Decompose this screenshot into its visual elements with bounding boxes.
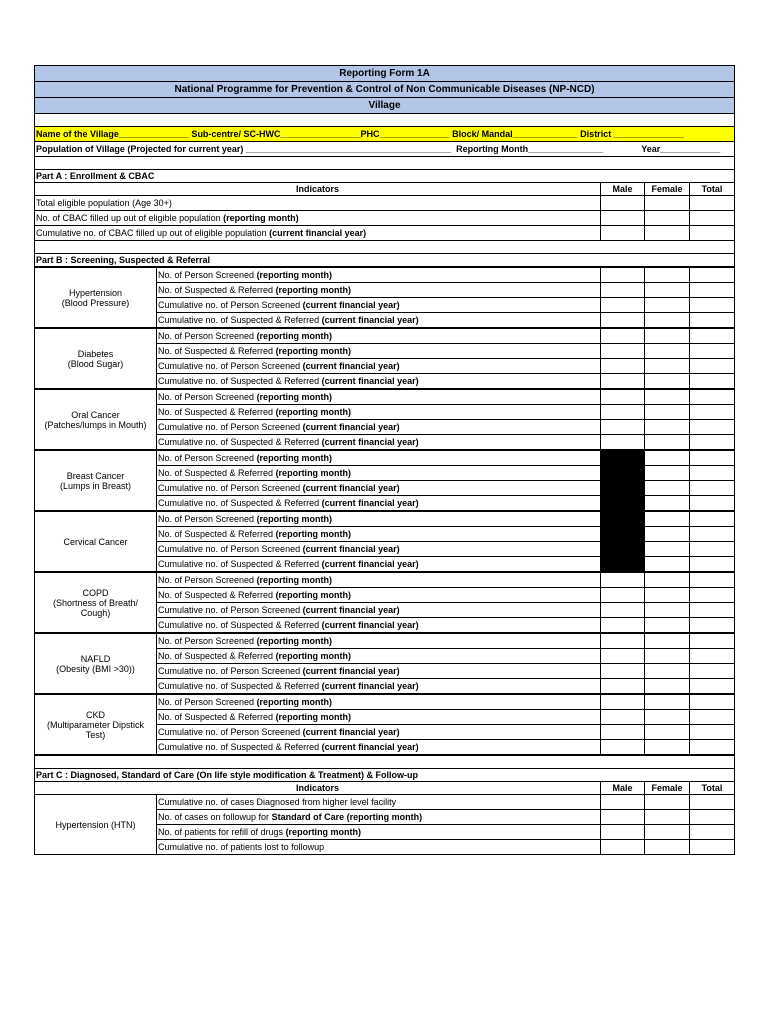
part-b-female-cell[interactable] xyxy=(645,481,690,496)
part-b-indicator xyxy=(157,725,601,740)
part-b-indicator-qualifier: (reporting month) xyxy=(256,452,333,463)
part-b-indicator-text: No. of Suspected & Referred xyxy=(158,650,276,661)
part-b-indicator-qualifier: (current financial year) xyxy=(302,543,400,554)
part-b-total-cell[interactable] xyxy=(690,588,735,603)
level-title: Village xyxy=(35,98,735,114)
part-b-indicator xyxy=(157,374,601,390)
part-b-total-cell[interactable] xyxy=(690,283,735,298)
part-b-indicator-text: No. of Suspected & Referred xyxy=(158,406,276,417)
part-b-indicator xyxy=(157,344,601,359)
part-b-female-cell[interactable] xyxy=(645,603,690,618)
part-b-title: Part B : Screening, Suspected & Referral xyxy=(35,254,735,268)
part-a-indicator xyxy=(35,196,601,211)
part-b-indicator-qualifier: (reporting month) xyxy=(275,650,352,661)
part-b-total-cell[interactable] xyxy=(690,664,735,679)
part-b-male-cell[interactable] xyxy=(601,649,645,664)
part-b-male-cell[interactable] xyxy=(601,267,645,283)
part-b-indicator xyxy=(157,679,601,695)
part-b-female-cell[interactable] xyxy=(645,527,690,542)
part-a-female-cell[interactable] xyxy=(645,196,690,211)
part-b-indicator-text: No. of Person Screened xyxy=(158,330,257,341)
part-b-male-cell[interactable] xyxy=(601,572,645,588)
part-b-male-cell[interactable] xyxy=(601,328,645,344)
part-b-male-cell[interactable] xyxy=(601,389,645,405)
part-b-indicator-text: Cumulative no. of Suspected & Referred xyxy=(158,436,322,447)
part-b-indicator-text: No. of Person Screened xyxy=(158,696,257,707)
part-b-indicator-text: Cumulative no. of Person Screened xyxy=(158,421,303,432)
part-b-female-cell[interactable] xyxy=(645,405,690,420)
part-a-row xyxy=(35,211,735,226)
part-a-male-cell[interactable] xyxy=(601,196,645,211)
population-line[interactable] xyxy=(35,142,735,157)
part-c-indicator-text: No. of patients for refill of drugs xyxy=(158,826,286,837)
part-b-indicator-qualifier: (current financial year) xyxy=(321,680,419,691)
part-b-total-cell[interactable] xyxy=(690,374,735,390)
part-b-female-cell[interactable] xyxy=(645,588,690,603)
part-b-male-cell[interactable] xyxy=(601,725,645,740)
part-c-disease-label: Hypertension (HTN) xyxy=(35,795,157,855)
part-b-indicator-qualifier: (current financial year) xyxy=(302,299,400,310)
part-c-indicators-header: Indicators xyxy=(35,782,601,795)
part-b-indicator-text: No. of Suspected & Referred xyxy=(158,528,276,539)
part-b-total-cell[interactable] xyxy=(690,710,735,725)
part-b-indicator-qualifier: (reporting month) xyxy=(256,391,333,402)
part-a-indicator-text: Cumulative no. of CBAC filled up out of eligible population xyxy=(36,227,270,238)
part-c-male-header: Male xyxy=(601,782,645,795)
part-c-female-cell[interactable] xyxy=(645,840,690,855)
part-b-indicator xyxy=(157,450,601,466)
part-b-indicator-qualifier: (current financial year) xyxy=(302,421,400,432)
part-b-indicator-qualifier: (current financial year) xyxy=(321,436,419,447)
part-b-male-cell[interactable] xyxy=(601,710,645,725)
part-b-indicator-text: No. of Person Screened xyxy=(158,513,257,524)
part-b-indicator-text: Cumulative no. of Suspected & Referred xyxy=(158,680,322,691)
part-b-male-cell[interactable] xyxy=(601,313,645,329)
part-b-total-cell[interactable] xyxy=(690,557,735,573)
part-b-row xyxy=(35,633,735,649)
part-b-male-cell[interactable] xyxy=(601,405,645,420)
part-b-total-cell[interactable] xyxy=(690,572,735,588)
part-a-title: Part A : Enrollment & CBAC xyxy=(35,170,735,183)
part-b-male-cell xyxy=(601,527,645,542)
part-c-total-cell[interactable] xyxy=(690,840,735,855)
part-b-total-cell[interactable] xyxy=(690,267,735,283)
part-b-total-cell[interactable] xyxy=(690,359,735,374)
part-b-row xyxy=(35,511,735,527)
part-a-indicator xyxy=(35,211,601,226)
part-b-total-cell[interactable] xyxy=(690,511,735,527)
part-b-disease-label: Oral Cancer (Patches/lumps in Mouth) xyxy=(35,389,157,450)
part-b-total-cell[interactable] xyxy=(690,633,735,649)
part-b-total-cell[interactable] xyxy=(690,405,735,420)
part-b-total-cell[interactable] xyxy=(690,344,735,359)
part-c-indicator-qualifier: Standard of Care (reporting month) xyxy=(271,811,423,822)
part-b-female-cell[interactable] xyxy=(645,450,690,466)
part-b-male-cell[interactable] xyxy=(601,694,645,710)
part-a-total-header: Total xyxy=(690,183,735,196)
part-b-indicator xyxy=(157,359,601,374)
part-b-indicator xyxy=(157,527,601,542)
part-b-indicator xyxy=(157,664,601,679)
part-b-female-cell[interactable] xyxy=(645,649,690,664)
part-b-male-cell[interactable] xyxy=(601,298,645,313)
part-b-total-cell[interactable] xyxy=(690,328,735,344)
part-b-male-cell[interactable] xyxy=(601,740,645,756)
part-b-indicator-qualifier: (reporting month) xyxy=(256,635,333,646)
part-c-total-header: Total xyxy=(690,782,735,795)
part-b-male-cell[interactable] xyxy=(601,664,645,679)
part-c-male-cell[interactable] xyxy=(601,810,645,825)
part-b-indicator-text: Cumulative no. of Suspected & Referred xyxy=(158,741,322,752)
part-a-indicators-header: Indicators xyxy=(35,183,601,196)
part-b-female-cell[interactable] xyxy=(645,466,690,481)
part-a-male-cell[interactable] xyxy=(601,226,645,241)
part-b-indicator xyxy=(157,511,601,527)
part-b-male-cell[interactable] xyxy=(601,283,645,298)
part-b-female-cell[interactable] xyxy=(645,557,690,573)
part-b-indicator-text: Cumulative no. of Suspected & Referred xyxy=(158,314,322,325)
part-b-male-cell[interactable] xyxy=(601,420,645,435)
part-b-total-cell[interactable] xyxy=(690,649,735,664)
part-b-indicator-text: No. of Suspected & Referred xyxy=(158,467,276,478)
part-b-female-cell[interactable] xyxy=(645,374,690,390)
part-b-indicator-text: Cumulative no. of Person Screened xyxy=(158,543,303,554)
part-b-indicator-qualifier: (current financial year) xyxy=(302,604,400,615)
part-b-total-cell[interactable] xyxy=(690,389,735,405)
part-c-indicator-text: Cumulative no. of patients lost to followup xyxy=(158,841,325,852)
part-b-indicator-text: No. of Person Screened xyxy=(158,391,257,402)
part-b-indicator-qualifier: (current financial year) xyxy=(302,726,400,737)
year-field: Year____________ xyxy=(641,143,721,154)
part-b-indicator-text: No. of Suspected & Referred xyxy=(158,345,276,356)
part-b-indicator-qualifier: (current financial year) xyxy=(321,619,419,630)
part-b-indicator xyxy=(157,618,601,634)
part-b-female-cell[interactable] xyxy=(645,694,690,710)
part-b-female-cell[interactable] xyxy=(645,298,690,313)
part-b-indicator xyxy=(157,649,601,664)
part-b-indicator xyxy=(157,572,601,588)
part-b-indicator xyxy=(157,542,601,557)
part-b-row xyxy=(35,389,735,405)
part-b-indicator xyxy=(157,298,601,313)
part-b-row xyxy=(35,694,735,710)
part-b-male-cell[interactable] xyxy=(601,435,645,451)
part-b-female-cell[interactable] xyxy=(645,664,690,679)
part-b-female-cell[interactable] xyxy=(645,359,690,374)
part-a-female-header: Female xyxy=(645,183,690,196)
part-b-indicator-qualifier: (current financial year) xyxy=(321,741,419,752)
part-a-indicator-text: Total eligible population (Age 30+) xyxy=(36,197,172,208)
part-b-indicator xyxy=(157,313,601,329)
part-c-female-cell[interactable] xyxy=(645,795,690,810)
part-a-total-cell[interactable] xyxy=(690,226,735,241)
part-b-indicator xyxy=(157,710,601,725)
part-c-indicator xyxy=(157,810,601,825)
part-b-total-cell[interactable] xyxy=(690,694,735,710)
part-b-indicator-text: Cumulative no. of Person Screened xyxy=(158,604,303,615)
part-b-indicator-qualifier: (reporting month) xyxy=(256,330,333,341)
part-b-total-cell[interactable] xyxy=(690,466,735,481)
part-a-male-cell[interactable] xyxy=(601,211,645,226)
part-b-total-cell[interactable] xyxy=(690,450,735,466)
part-b-indicator xyxy=(157,420,601,435)
part-b-indicator-text: Cumulative no. of Suspected & Referred xyxy=(158,497,322,508)
part-b-disease-label: COPD (Shortness of Breath/ Cough) xyxy=(35,572,157,633)
part-b-total-cell[interactable] xyxy=(690,618,735,634)
part-b-male-cell[interactable] xyxy=(601,633,645,649)
part-b-indicator xyxy=(157,328,601,344)
part-b-indicator xyxy=(157,633,601,649)
part-b-female-cell[interactable] xyxy=(645,618,690,634)
part-b-female-cell[interactable] xyxy=(645,679,690,695)
part-b-female-cell[interactable] xyxy=(645,511,690,527)
part-c-total-cell[interactable] xyxy=(690,825,735,840)
part-a-female-cell[interactable] xyxy=(645,211,690,226)
form-title: Reporting Form 1A xyxy=(35,66,735,82)
part-b-female-cell[interactable] xyxy=(645,740,690,756)
population-label: Population of Village (Projected for current year) _________________________________________ xyxy=(36,143,452,154)
part-b-female-cell[interactable] xyxy=(645,572,690,588)
part-b-indicator xyxy=(157,496,601,512)
part-b-disease-label: Breast Cancer (Lumps in Breast) xyxy=(35,450,157,511)
part-b-female-cell[interactable] xyxy=(645,420,690,435)
part-b-male-cell[interactable] xyxy=(601,374,645,390)
part-b-indicator-text: No. of Person Screened xyxy=(158,269,257,280)
part-b-indicator-qualifier: (reporting month) xyxy=(256,696,333,707)
part-b-indicator-text: No. of Suspected & Referred xyxy=(158,589,276,600)
part-b-female-cell[interactable] xyxy=(645,633,690,649)
part-b-male-cell xyxy=(601,496,645,512)
part-b-female-cell[interactable] xyxy=(645,725,690,740)
part-b-indicator-qualifier: (current financial year) xyxy=(302,360,400,371)
part-b-row xyxy=(35,572,735,588)
part-b-male-cell[interactable] xyxy=(601,603,645,618)
part-c-female-cell[interactable] xyxy=(645,825,690,840)
part-c-indicator-text: No. of cases on followup for xyxy=(158,811,272,822)
part-b-indicator xyxy=(157,405,601,420)
part-a-total-cell[interactable] xyxy=(690,211,735,226)
part-b-male-cell xyxy=(601,542,645,557)
part-c-indicator-text: Cumulative no. of cases Diagnosed from higher level facility xyxy=(158,796,397,807)
part-b-indicator-qualifier: (current financial year) xyxy=(321,558,419,569)
part-b-male-cell xyxy=(601,466,645,481)
part-b-disease-label: Hypertension (Blood Pressure) xyxy=(35,267,157,328)
part-b-indicator-qualifier: (current financial year) xyxy=(302,665,400,676)
part-b-total-cell[interactable] xyxy=(690,679,735,695)
part-b-indicator xyxy=(157,588,601,603)
part-b-male-cell[interactable] xyxy=(601,344,645,359)
part-b-male-cell[interactable] xyxy=(601,588,645,603)
part-b-total-cell[interactable] xyxy=(690,603,735,618)
part-b-indicator xyxy=(157,466,601,481)
part-c-male-cell[interactable] xyxy=(601,825,645,840)
part-c-male-cell[interactable] xyxy=(601,795,645,810)
part-a-total-cell[interactable] xyxy=(690,196,735,211)
part-a-row xyxy=(35,196,735,211)
part-c-female-cell[interactable] xyxy=(645,810,690,825)
part-b-indicator-text: No. of Person Screened xyxy=(158,635,257,646)
part-b-male-cell xyxy=(601,481,645,496)
part-b-female-cell[interactable] xyxy=(645,710,690,725)
part-c-indicator xyxy=(157,795,601,810)
part-b-indicator xyxy=(157,603,601,618)
part-c-male-cell[interactable] xyxy=(601,840,645,855)
part-b-indicator-text: Cumulative no. of Person Screened xyxy=(158,360,303,371)
part-b-indicator xyxy=(157,283,601,298)
part-b-indicator xyxy=(157,740,601,756)
form-table xyxy=(34,65,735,855)
part-b-female-cell[interactable] xyxy=(645,267,690,283)
part-c-total-cell[interactable] xyxy=(690,810,735,825)
part-b-indicator xyxy=(157,557,601,573)
location-details-line[interactable]: Name of the Village______________ Sub-centre/ SC-HWC________________PHC______________ Block/ Mandal_____________ District ______________ xyxy=(35,127,735,142)
part-b-indicator-text: No. of Suspected & Referred xyxy=(158,711,276,722)
part-b-male-cell xyxy=(601,450,645,466)
part-b-male-cell[interactable] xyxy=(601,679,645,695)
part-b-disease-label: NAFLD (Obesity (BMI >30)) xyxy=(35,633,157,694)
part-b-female-cell[interactable] xyxy=(645,283,690,298)
part-b-total-cell[interactable] xyxy=(690,740,735,756)
part-b-total-cell[interactable] xyxy=(690,542,735,557)
part-b-indicator-text: No. of Suspected & Referred xyxy=(158,284,276,295)
part-b-indicator-text: Cumulative no. of Person Screened xyxy=(158,726,303,737)
part-b-total-cell[interactable] xyxy=(690,313,735,329)
part-b-indicator-qualifier: (reporting month) xyxy=(256,269,333,280)
part-b-indicator xyxy=(157,267,601,283)
part-c-total-cell[interactable] xyxy=(690,795,735,810)
part-b-female-cell[interactable] xyxy=(645,313,690,329)
part-b-female-cell[interactable] xyxy=(645,344,690,359)
part-c-indicator xyxy=(157,840,601,855)
part-a-indicator-qualifier: (reporting month) xyxy=(223,212,299,223)
part-b-male-cell xyxy=(601,511,645,527)
part-b-indicator-qualifier: (current financial year) xyxy=(321,375,419,386)
part-b-indicator xyxy=(157,481,601,496)
part-b-row xyxy=(35,450,735,466)
part-b-total-cell[interactable] xyxy=(690,496,735,512)
part-b-total-cell[interactable] xyxy=(690,725,735,740)
part-b-female-cell[interactable] xyxy=(645,435,690,451)
part-c-female-header: Female xyxy=(645,782,690,795)
part-b-indicator-qualifier: (current financial year) xyxy=(302,482,400,493)
part-b-male-cell[interactable] xyxy=(601,618,645,634)
part-b-total-cell[interactable] xyxy=(690,481,735,496)
part-b-female-cell[interactable] xyxy=(645,542,690,557)
part-b-indicator xyxy=(157,435,601,451)
part-c-title: Part C : Diagnosed, Standard of Care (On life style modification & Treatment) & Follow-up xyxy=(35,769,735,782)
part-b-indicator-qualifier: (reporting month) xyxy=(256,574,333,585)
programme-title: National Programme for Prevention & Control of Non Communicable Diseases (NP-NCD) xyxy=(35,82,735,98)
reporting-month-field: Reporting Month_______________ xyxy=(456,143,604,154)
part-b-indicator-qualifier: (reporting month) xyxy=(275,711,352,722)
part-b-total-cell[interactable] xyxy=(690,420,735,435)
part-b-indicator-text: Cumulative no. of Person Screened xyxy=(158,665,303,676)
part-b-disease-label: Diabetes (Blood Sugar) xyxy=(35,328,157,389)
part-b-indicator xyxy=(157,389,601,405)
reporting-form xyxy=(34,65,734,855)
part-b-male-cell xyxy=(601,557,645,573)
part-b-total-cell[interactable] xyxy=(690,527,735,542)
part-b-indicator-qualifier: (reporting month) xyxy=(275,345,352,356)
part-b-indicator-qualifier: (reporting month) xyxy=(275,589,352,600)
part-b-indicator-text: Cumulative no. of Suspected & Referred xyxy=(158,619,322,630)
part-b-female-cell[interactable] xyxy=(645,389,690,405)
part-b-row xyxy=(35,267,735,283)
part-a-female-cell[interactable] xyxy=(645,226,690,241)
part-c-row xyxy=(35,795,735,810)
part-b-indicator-qualifier: (reporting month) xyxy=(256,513,333,524)
part-a-male-header: Male xyxy=(601,183,645,196)
part-b-female-cell[interactable] xyxy=(645,328,690,344)
part-b-total-cell[interactable] xyxy=(690,298,735,313)
part-b-indicator-text: Cumulative no. of Person Screened xyxy=(158,299,303,310)
part-a-indicator-text: No. of CBAC filled up out of eligible population xyxy=(36,212,224,223)
part-b-indicator-text: No. of Person Screened xyxy=(158,452,257,463)
part-b-indicator-qualifier: (current financial year) xyxy=(321,314,419,325)
part-b-indicator-text: Cumulative no. of Person Screened xyxy=(158,482,303,493)
part-a-indicator-qualifier: (current financial year) xyxy=(269,227,367,238)
part-b-indicator xyxy=(157,694,601,710)
part-c-indicator-qualifier: (reporting month) xyxy=(285,826,362,837)
part-b-disease-label: CKD (Multiparameter Dipstick Test) xyxy=(35,694,157,755)
part-b-total-cell[interactable] xyxy=(690,435,735,451)
part-b-indicator-qualifier: (reporting month) xyxy=(275,406,352,417)
part-b-indicator-qualifier: (reporting month) xyxy=(275,284,352,295)
part-b-indicator-qualifier: (reporting month) xyxy=(275,528,352,539)
part-a-row xyxy=(35,226,735,241)
part-b-indicator-text: Cumulative no. of Suspected & Referred xyxy=(158,375,322,386)
part-b-indicator-qualifier: (reporting month) xyxy=(275,467,352,478)
part-a-indicator xyxy=(35,226,601,241)
part-b-disease-label: Cervical Cancer xyxy=(35,511,157,572)
part-b-male-cell[interactable] xyxy=(601,359,645,374)
part-b-indicator-text: Cumulative no. of Suspected & Referred xyxy=(158,558,322,569)
part-c-indicator xyxy=(157,825,601,840)
part-b-indicator-qualifier: (current financial year) xyxy=(321,497,419,508)
part-b-row xyxy=(35,328,735,344)
part-b-indicator-text: No. of Person Screened xyxy=(158,574,257,585)
part-b-female-cell[interactable] xyxy=(645,496,690,512)
